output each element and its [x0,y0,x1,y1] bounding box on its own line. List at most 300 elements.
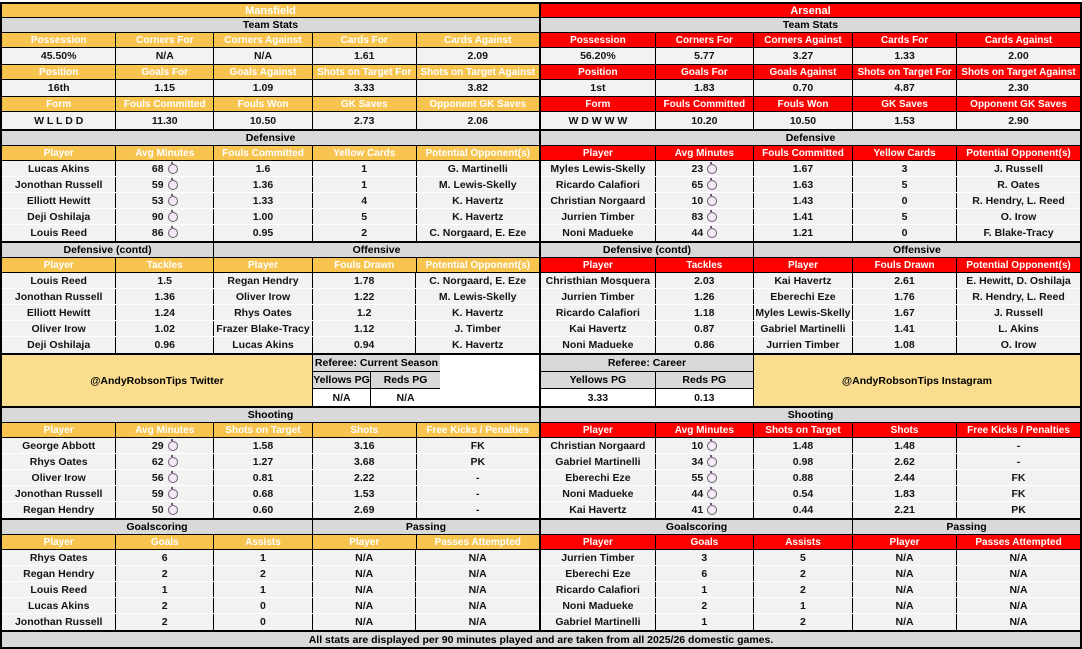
table-row [2,177,539,193]
cell-yellow-cards: 2 [313,225,417,241]
cell-fouls-drawn: 1.76 [853,289,957,304]
social-handle-instagram: @AndyRobsonTips Instagram [754,355,1080,406]
column-header: Yellows PG [313,374,370,386]
shooting-section [541,406,1080,518]
cell-player: Oliver Irow [2,321,116,336]
cell-shots-on-target: 1.58 [214,438,313,453]
cell-set-pieces: - [957,454,1080,469]
social-handle-twitter: @AndyRobsonTips Twitter [2,355,313,406]
stopwatch-icon [707,505,717,515]
cell-goals: 1 [656,582,754,597]
social-referee-band [541,353,1080,406]
cell-potential-opponents: K. Havertz [417,193,539,208]
column-header: Player [541,423,656,437]
goalscoring-passing-section [2,518,539,630]
stopwatch-icon [168,196,178,206]
column-header: Player [541,258,656,272]
cell-avg-minutes: 10 [656,193,754,208]
stat-value: W D W W W [541,112,656,129]
section-title: Shooting [2,408,539,422]
shooting-table [2,438,539,518]
column-header: Fouls Committed [754,146,853,160]
table-row [754,305,1080,321]
table-row [2,502,539,518]
cell-passes-attempted: N/A [416,566,539,581]
stat-value: N/A [214,48,313,64]
column-header: Shots [313,423,417,437]
cell-fouls-drawn: 0.94 [313,337,417,353]
cell-player: Louis Reed [2,273,116,288]
cell-yellow-cards: 5 [853,177,957,192]
stopwatch-icon [707,489,717,499]
table-row [541,337,754,353]
table-row [2,225,539,241]
stat-value: 2.73 [313,112,417,129]
stat-value: N/A [313,389,371,406]
column-header: GK Saves [313,97,417,111]
cell-player: Deji Oshilaja [2,337,116,353]
cell-goals: 2 [116,566,214,581]
table-row [541,305,754,321]
defensive-contd-table [541,273,754,353]
cell-set-pieces: PK [957,502,1080,518]
cell-player: Louis Reed [2,582,116,597]
cell-goals: 6 [656,566,754,581]
mansfield-panel [2,4,541,630]
table-row [541,321,754,337]
section-title: Shooting [541,408,1080,422]
team-panels [2,4,1080,630]
cell-player: N/A [313,598,417,613]
cell-shots: 1.48 [853,438,957,453]
cell-assists: 1 [214,550,313,565]
column-header: Cards Against [957,33,1080,47]
cell-potential-opponents: K. Havertz [416,337,538,353]
cell-shots-on-target: 0.88 [754,470,853,485]
cell-potential-opponents: C. Norgaard, E. Eze [417,225,539,241]
stat-value: 3.27 [754,48,853,64]
cell-player: Noni Madueke [541,486,656,501]
cell-set-pieces: PK [417,454,539,469]
cell-player: Lucas Akins [2,598,116,613]
cell-potential-opponents: R. Oates [957,177,1080,192]
column-header: Shots on Target For [853,65,957,79]
cell-passes-attempted: N/A [416,598,539,613]
defensive-contd-table [2,273,214,353]
cell-player: Ricardo Calafiori [541,582,656,597]
stopwatch-icon [168,212,178,222]
defensive-section [541,129,1080,241]
passing-table [853,550,1080,630]
cell-player: Gabriel Martinelli [754,321,853,336]
column-header-row [2,258,539,273]
cell-player: Jonothan Russell [2,289,116,304]
column-header: Player [2,258,116,272]
section-title: Team Stats [541,18,1080,32]
cell-assists: 2 [754,582,853,597]
cell-player: N/A [853,582,957,597]
cell-fouls-drawn: 1.12 [313,321,417,336]
defensive-section [2,129,539,241]
cell-player: Christhian Mosquera [541,273,656,288]
team-stats-section [2,4,539,129]
table-row [2,550,313,566]
cell-shots: 3.16 [313,438,417,453]
cell-goals: 2 [116,614,214,630]
cell-player: N/A [313,582,417,597]
cell-goals: 2 [116,598,214,613]
column-header-row [541,535,1080,550]
column-header: Player [214,258,313,272]
goalscoring-table [2,550,313,630]
cell-player: Deji Oshilaja [2,209,116,224]
table-row [541,470,1080,486]
cell-tackles: 0.96 [116,337,214,353]
cell-potential-opponents: R. Hendry, L. Reed [957,193,1080,208]
cell-player: Regan Hendry [2,502,116,518]
table-row [541,161,1080,177]
table-row [2,321,214,337]
stat-value: 2.06 [417,112,539,129]
cell-yellow-cards: 5 [313,209,417,224]
cell-assists: 2 [754,614,853,630]
cell-player: Regan Hendry [214,273,313,288]
column-header: Form [541,97,656,111]
stat-header-row [2,33,539,48]
cell-player: Elliott Hewitt [2,193,116,208]
cell-shots-on-target: 0.54 [754,486,853,501]
column-header-row [2,146,539,161]
column-header: Fouls Committed [214,146,313,160]
cell-potential-opponents: M. Lewis-Skelly [416,289,538,304]
table-row [313,598,539,614]
cell-player: Myles Lewis-Skelly [754,305,853,320]
section-title: Goalscoring [541,520,853,534]
stopwatch-icon [707,164,717,174]
cell-fouls-drawn: 1.78 [313,273,417,288]
column-header: Passes Attempted [957,535,1080,549]
cell-set-pieces: - [417,470,539,485]
column-header: Player [853,535,957,549]
column-header: Potential Opponent(s) [957,258,1080,272]
cell-shots-on-target: 0.44 [754,502,853,518]
section-title: Defensive (contd) [2,243,214,257]
cell-player: N/A [853,550,957,565]
defensive-contd-offensive-section [541,241,1080,353]
referee-career-table [541,355,754,406]
column-header: Goals Against [214,65,313,79]
stat-value: N/A [371,389,440,406]
column-header: Fouls Drawn [313,258,417,272]
stopwatch-icon [707,228,717,238]
cell-tackles: 1.36 [116,289,214,304]
cell-player: Christian Norgaard [541,193,656,208]
cell-player: Jurrien Timber [541,550,656,565]
cell-fouls-drawn: 1.08 [853,337,957,353]
column-header: Shots [853,423,957,437]
cell-avg-minutes: 10 [656,438,754,453]
cell-avg-minutes: 83 [656,209,754,224]
table-row [2,289,214,305]
offensive-table [754,273,1080,353]
cell-goals: 3 [656,550,754,565]
stopwatch-icon [168,457,178,467]
cell-avg-minutes: 62 [116,454,214,469]
cell-avg-minutes: 65 [656,177,754,192]
cell-fouls-committed: 0.95 [214,225,313,241]
cell-yellow-cards: 5 [853,209,957,224]
team-name: Arsenal [541,4,1080,17]
cell-player: Oliver Irow [2,470,116,485]
social-referee-band [2,353,539,406]
cell-player: Gabriel Martinelli [541,454,656,469]
cell-potential-opponents: K. Havertz [416,305,538,320]
table-row [214,305,539,321]
cell-tackles: 0.86 [656,337,754,353]
table-row [541,177,1080,193]
cell-passes-attempted: N/A [957,582,1080,597]
column-header: Reds PG [371,372,440,388]
table-row [214,321,539,337]
team-stats-table [2,33,539,129]
table-row [2,486,539,502]
cell-shots-on-target: 0.60 [214,502,313,518]
cell-avg-minutes: 56 [116,470,214,485]
column-header: Fouls Committed [116,97,214,111]
cell-player: Jurrien Timber [541,289,656,304]
table-row [214,337,539,353]
cell-avg-minutes: 44 [656,225,754,241]
cell-player: N/A [853,598,957,613]
cell-potential-opponents: J. Timber [416,321,538,336]
cell-player: Myles Lewis-Skelly [541,161,656,176]
cell-player: Elliott Hewitt [2,305,116,320]
offensive-table [214,273,539,353]
defensive-contd-offensive-section [2,241,539,353]
cell-fouls-drawn: 1.22 [313,289,417,304]
cell-potential-opponents: K. Havertz [417,209,539,224]
column-header: Possession [2,33,116,47]
section-title: Defensive [2,131,539,145]
stat-value: 10.20 [656,112,754,129]
table-row [853,550,1080,566]
stat-value: 2.90 [957,112,1080,129]
column-header: Goals For [656,65,754,79]
cell-player: Kai Havertz [754,273,853,288]
column-header: Goals Against [754,65,853,79]
table-row [2,566,313,582]
cell-fouls-committed: 1.43 [754,193,853,208]
cell-assists: 0 [214,614,313,630]
column-header: Avg Minutes [656,423,754,437]
cell-set-pieces: FK [957,486,1080,501]
cell-player: Kai Havertz [541,321,656,336]
cell-player: Jonothan Russell [2,614,116,630]
cell-shots-on-target: 0.68 [214,486,313,501]
table-row [2,614,313,630]
column-header: Yellow Cards [853,146,957,160]
stat-value: 56.20% [541,48,656,64]
cell-passes-attempted: N/A [957,550,1080,565]
stat-value-row [2,112,539,129]
table-row [214,289,539,305]
table-row [754,337,1080,353]
stopwatch-icon [168,505,178,515]
column-header-row [541,146,1080,161]
cell-avg-minutes: 53 [116,193,214,208]
stat-value-row [541,112,1080,129]
section-title: Offensive [754,243,1080,257]
cell-assists: 1 [214,582,313,597]
table-row [541,454,1080,470]
section-title: Goalscoring [2,520,313,534]
cell-player: Frazer Blake-Tracy [214,321,313,336]
table-row [541,289,754,305]
column-header: Goals [116,535,214,549]
column-header: Player [2,535,116,549]
cell-avg-minutes: 23 [656,161,754,176]
column-header: Avg Minutes [116,146,214,160]
column-header: Player [313,535,417,549]
column-header: Corners For [116,33,214,47]
cell-player: Kai Havertz [541,502,656,518]
column-header: Position [2,65,116,79]
stat-value: 16th [2,80,116,96]
footer-band [2,630,1080,647]
table-row [2,470,539,486]
stat-value: 2.30 [957,80,1080,96]
cell-set-pieces: - [417,502,539,518]
cell-set-pieces: FK [417,438,539,453]
cell-shots: 2.69 [313,502,417,518]
column-header: Avg Minutes [656,146,754,160]
cell-goals: 2 [656,598,754,613]
cell-assists: 2 [754,566,853,581]
column-header: Cards For [313,33,417,47]
cell-player: Ricardo Calafiori [541,177,656,192]
column-header: Corners For [656,33,754,47]
table-row [541,598,853,614]
goalscoring-table [541,550,853,630]
column-header: Free Kicks / Penalties [957,423,1080,437]
referee-title: Referee: Career [541,355,754,371]
column-header: Position [541,65,656,79]
cell-passes-attempted: N/A [957,566,1080,581]
cell-tackles: 1.5 [116,273,214,288]
column-header: Possession [541,33,656,47]
cell-yellow-cards: 1 [313,177,417,192]
cell-fouls-committed: 1.00 [214,209,313,224]
table-row [754,321,1080,337]
stopwatch-icon [168,489,178,499]
stat-value: 0.70 [754,80,853,96]
stat-value: W L L D D [2,112,116,129]
cell-goals: 1 [116,582,214,597]
cell-potential-opponents: G. Martinelli [417,161,539,176]
cell-assists: 0 [214,598,313,613]
cell-avg-minutes: 59 [116,486,214,501]
column-header: Player [541,535,656,549]
column-header: Fouls Won [214,97,313,111]
column-header: Passes Attempted [417,535,539,549]
table-row [541,582,853,598]
stat-value: 1.61 [313,48,417,64]
cell-player: Noni Madueke [541,337,656,353]
column-header: Corners Against [214,33,313,47]
cell-fouls-committed: 1.36 [214,177,313,192]
stat-value: 1.09 [214,80,313,96]
column-header: Cards Against [417,33,539,47]
stopwatch-icon [168,180,178,190]
cell-passes-attempted: N/A [957,598,1080,613]
cell-avg-minutes: 86 [116,225,214,241]
stopwatch-icon [707,441,717,451]
column-header: GK Saves [853,97,957,111]
cell-fouls-committed: 1.21 [754,225,853,241]
cell-shots-on-target: 1.48 [754,438,853,453]
cell-potential-opponents: J. Russell [957,305,1080,320]
column-header: Yellows PG [541,372,656,388]
cell-potential-opponents: O. Irow [957,337,1080,353]
stat-value: 3.82 [417,80,539,96]
stat-value: 1.53 [853,112,957,129]
column-header: Potential Opponent(s) [957,146,1080,160]
cell-player: Jurrien Timber [541,209,656,224]
stat-value-row [541,48,1080,65]
column-header: Opponent GK Saves [957,97,1080,111]
cell-fouls-committed: 1.67 [754,161,853,176]
table-row [2,454,539,470]
column-header: Free Kicks / Penalties [417,423,539,437]
stopwatch-icon [707,473,717,483]
column-header-row [541,258,1080,273]
cell-player: Eberechi Eze [541,566,656,581]
table-row [754,273,1080,289]
table-row [313,550,539,566]
stopwatch-icon [707,180,717,190]
stat-value: 4.87 [853,80,957,96]
table-row [313,566,539,582]
stopwatch-icon [707,212,717,222]
column-header: Form [2,97,116,111]
column-header: Fouls Won [754,97,853,111]
cell-player: Regan Hendry [2,566,116,581]
cell-avg-minutes: 50 [116,502,214,518]
cell-player: Noni Madueke [541,598,656,613]
cell-potential-opponents: E. Hewitt, D. Oshilaja [957,273,1080,288]
stat-value: 11.30 [116,112,214,129]
stat-value: 1.83 [656,80,754,96]
cell-player: Gabriel Martinelli [541,614,656,630]
column-header: Shots on Target [214,423,313,437]
footer-note: All stats are displayed per 90 minutes played and are taken from all 2025/26 domestic games. [2,632,1080,647]
column-header: Avg Minutes [116,423,214,437]
table-row [313,582,539,598]
cell-shots-on-target: 1.27 [214,454,313,469]
cell-yellow-cards: 0 [853,193,957,208]
table-row [853,598,1080,614]
cell-goals: 1 [656,614,754,630]
section-title: Defensive [541,131,1080,145]
column-header: Player [2,146,116,160]
cell-yellow-cards: 4 [313,193,417,208]
cell-tackles: 2.03 [656,273,754,288]
cell-yellow-cards: 1 [313,161,417,176]
section-title: Passing [313,520,539,534]
cell-avg-minutes: 68 [116,161,214,176]
cell-tackles: 1.18 [656,305,754,320]
stopwatch-icon [168,228,178,238]
